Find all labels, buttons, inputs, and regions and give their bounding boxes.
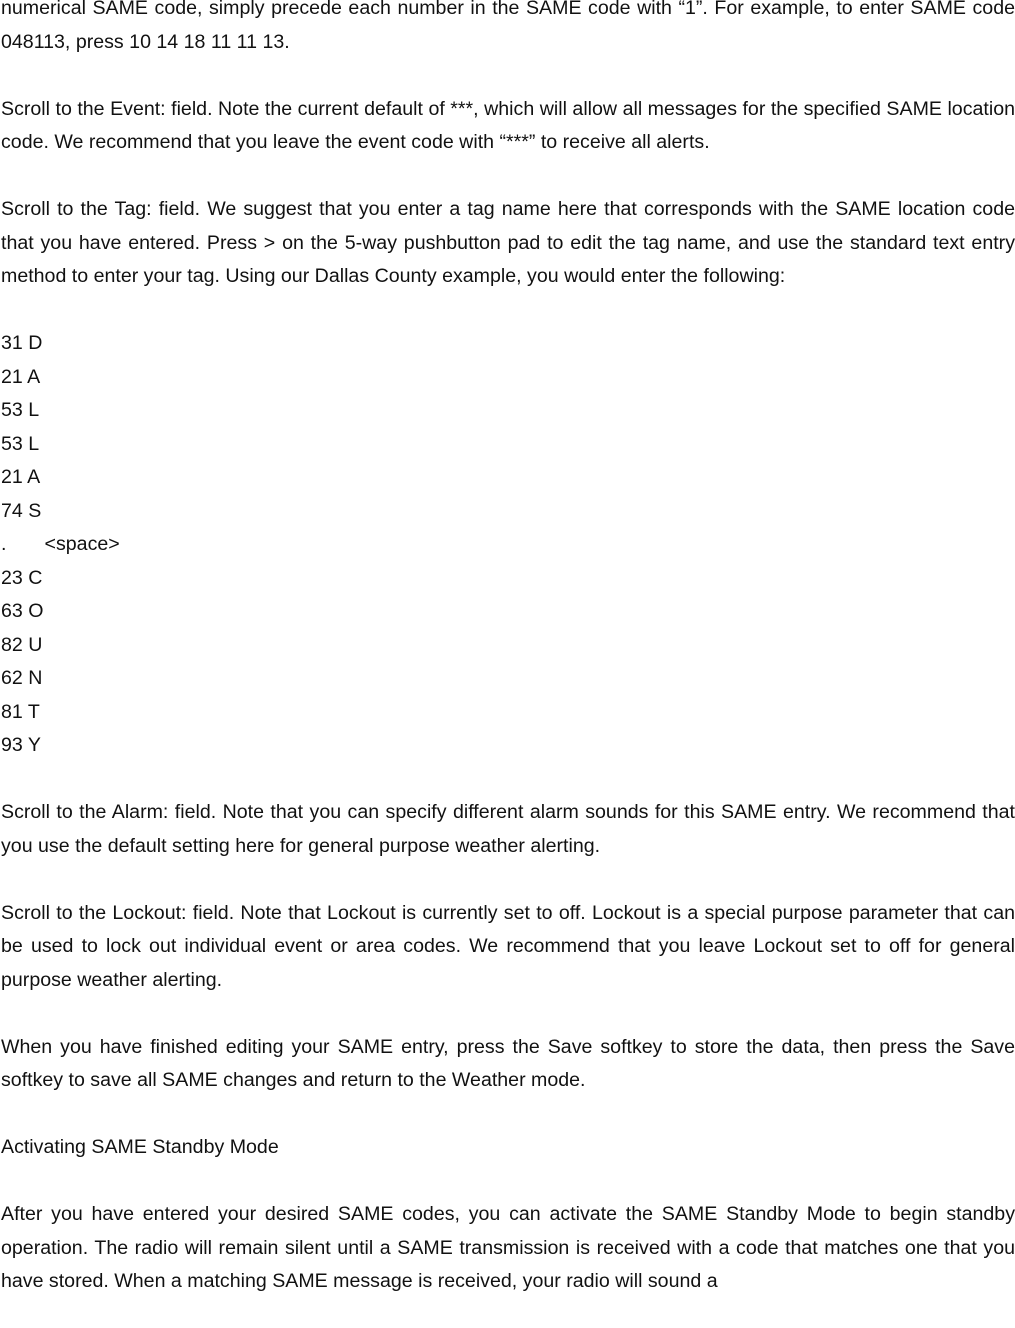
key-entry-item: 21 A (1, 365, 41, 388)
key-entry-item: 81 T (1, 700, 40, 723)
spacer (1, 294, 1015, 328)
key-entry-item: 62 N (1, 667, 43, 689)
key-entry-list (1, 327, 1015, 763)
key-entry-item: 21 A (1, 466, 41, 488)
spacer (1, 997, 1015, 1031)
spacer (1, 160, 1015, 194)
paragraph-save-entry: When you have finished editing your SAME entry, press the Save softkey to store the data, then press the Save softkey to save all SAME changes and return to the Weather mode. (1, 1035, 1015, 1091)
paragraph-event-field: Scroll to the Event: field. Note the current default of ***, which will allow all messages for the specified SAME location code. We recommend that you leave the event code with “***” to receive all alerts. (1, 97, 1015, 153)
key-entry-item: 53 L (1, 432, 40, 455)
spacer (1, 763, 1015, 797)
key-entry-item: 23 C (1, 566, 43, 589)
spacer (1, 1098, 1015, 1132)
key-entry-item: . <space> (1, 533, 120, 555)
spacer (1, 59, 1015, 93)
document-page (1, 0, 1015, 1299)
key-entry-item: 53 L (1, 399, 40, 421)
paragraph-tag-field: Scroll to the Tag: field. We suggest that you enter a tag name here that corresponds with the SAME location code that you have entered. Press > on the 5-way pushbutton pad to edit the tag name, and use the standard text entry method to enter your tag. Using our Dallas County example, you would enter the following: (1, 198, 1015, 287)
key-entry-item: 63 O (1, 600, 44, 622)
key-entry-item: 31 D (1, 332, 43, 354)
section-heading: Activating SAME Standby Mode (1, 1136, 279, 1158)
paragraph-lockout-field: Scroll to the Lockout: field. Note that Lockout is currently set to off. Lockout is a special purpose parameter that can be used to lock out individual event or area codes. We recommend that you leave Lockout set to off for general purpose weather alerting. (1, 901, 1015, 991)
paragraph-standby-mode: After you have entered your desired SAME codes, you can activate the SAME Standby Mode to begin standby operation. The radio will remain silent until a SAME transmission is received with a code that matches one that you have stored. When a matching SAME message is received, your radio will sound a (1, 1203, 1015, 1292)
paragraph-same-code-entry: numerical SAME code, simply precede each number in the SAME code with “1”. For example, to enter SAME code 048113, press 10 14 18 11 11 13. (1, 0, 1015, 53)
spacer (1, 863, 1015, 897)
key-entry-item: 93 Y (1, 734, 41, 756)
spacer (1, 1165, 1015, 1199)
key-entry-item: 74 S (1, 499, 42, 522)
paragraph-alarm-field: Scroll to the Alarm: field. Note that you can specify different alarm sounds for this SAME entry. We recommend that you use the default setting here for general purpose weather alerting. (1, 801, 1015, 857)
key-entry-item: 82 U (1, 633, 43, 656)
